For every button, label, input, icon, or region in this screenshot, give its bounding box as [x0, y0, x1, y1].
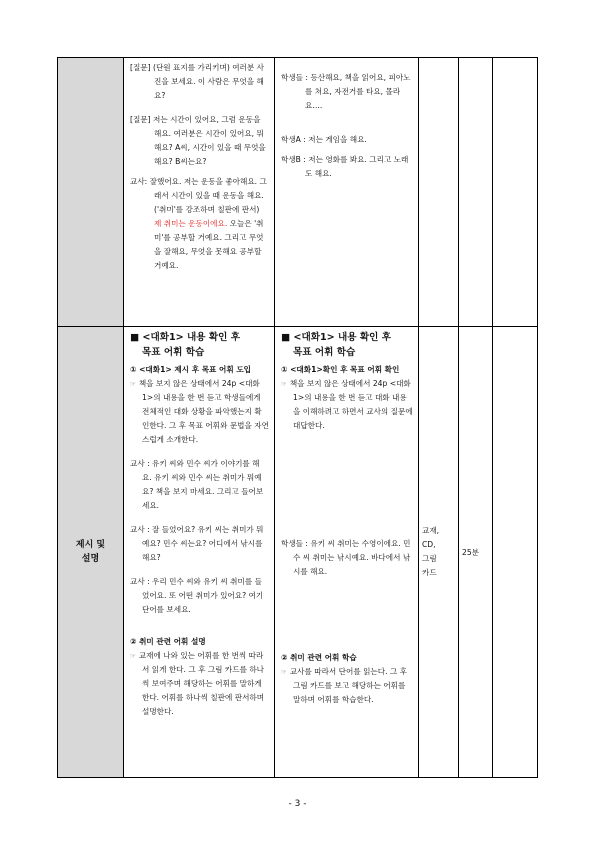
student-answer-1: 학생들 : 등산해요, 책을 읽어요, 피아노를 쳐요, 자전거를 타요, 몰라요….: [281, 73, 411, 110]
student-activity-cell: [275, 58, 419, 327]
materials-cell-empty: [419, 58, 459, 327]
pointer-icon: ☞: [130, 380, 136, 388]
stage-label-line1: 제시 및: [75, 540, 106, 550]
student-line-1: 학생들 : 유키 씨 취미는 수영이에요. 민수 씨 취미는 낚시예요. 바다에서 낚시를 해요.: [281, 539, 411, 576]
lesson-row-presentation: [58, 327, 538, 778]
teacher-section-heading: ■ <대화1> 내용 확인 후 목표 어휘 학습: [130, 332, 241, 358]
material-item: 그림: [422, 554, 437, 563]
pointer-icon: ☞: [281, 668, 287, 676]
teacher-activity-cell: [124, 58, 275, 327]
student-step2-text: ☞ 교사를 따라서 단어를 읽는다. 그 후 그림 카드를 보고 해당하는 어휘를 말하며 어휘를 학습한다.: [281, 667, 408, 704]
student-answer-2: 학생A : 저는 게임을 해요.: [281, 135, 367, 144]
material-item: CD,: [422, 540, 436, 549]
lesson-row-intro: [58, 58, 538, 327]
pointer-icon: ☞: [130, 652, 136, 660]
teacher-step2-text: ☞ 교재에 나와 있는 어휘를 한 번씩 따라서 읽게 한다. 그 후 그림 카드를 하나씩 보여주며 해당하는 어휘를 말하게 한다. 어휘를 하나씩 칠판에 판서하며 설명한다.: [130, 651, 265, 716]
student-activity-cell: [275, 327, 419, 778]
highlighted-sentence: 제 취미는 운동이에요.: [154, 219, 228, 228]
teacher-step1-title: ① <대화1> 제시 후 목표 어휘 도입: [130, 365, 251, 374]
teacher-question-1: [질문] (단원 표지를 가리키며) 여러분 사진을 보세요. 이 사람은 무엇을 해요?: [130, 63, 264, 100]
student-step2-title: ② 취미 관련 어휘 학습: [281, 653, 357, 662]
material-item: 교재,: [422, 526, 440, 535]
time-cell: [459, 327, 493, 778]
stage-label-line2: 설명: [81, 554, 100, 564]
student-step1-text: ☞ 책을 보지 않은 상태에서 24p <대화1>의 내용을 한 번 듣고 대화 내용을 이해하려고 하면서 교사의 질문에 대답한다.: [281, 379, 413, 430]
teacher-question-2: [질문] 저는 시간이 있어요, 그럼 운동을 해요. 여러분은 시간이 있어요, 뭐 해요? A씨, 시간이 있을 때 무엇을 해요? B씨는요?: [130, 115, 266, 166]
teacher-line-3: 교사 : 우리 민수 씨와 유키 씨 취미를 들었어요. 또 어떤 취미가 있어요? 여기 단어를 보세요.: [130, 577, 264, 614]
student-step1-title: ① <대화1>확인 후 목표 어휘 확인: [281, 365, 400, 374]
student-answer-3: 학생B : 저는 영화를 봐요. 그리고 노래도 해요.: [281, 155, 409, 178]
notes-cell-empty: [493, 58, 538, 327]
teacher-step1-text: ☞ 책을 보지 않은 상태에서 24p <대화1>의 내용을 한 번 듣고 학생들에게 전체적인 대화 상황을 파악했는지 확인한다. 그 후 목표 어휘와 문법을 자연스럽게 소개한다.: [130, 379, 269, 444]
teacher-activity-cell: [124, 327, 275, 778]
teacher-comment: 교사: 잘했어요. 저는 운동을 좋아해요. 그래서 시간이 있을 때 운동을 해요. ('취미'를 강조하며 칠판에 판서) 제 취미는 운동이에요. 오늘은 '취미'를 공부할 거예요. 그리고 무엇을 잘해요, 무엇을 못해요 공부할 거예요.: [130, 177, 267, 270]
notes-cell: [493, 327, 538, 778]
material-item: 카드: [422, 568, 437, 577]
page-number: - 3 -: [288, 799, 307, 809]
stage-cell-empty: [58, 58, 124, 327]
teacher-line-2: 교사 : 잘 들었어요? 유키 씨는 취미가 뭐예요? 민수 씨는요? 어디에서 낚시를 해요?: [130, 525, 264, 562]
pointer-icon: ☞: [281, 380, 287, 388]
materials-cell: [419, 327, 459, 778]
time-value: 25분: [462, 547, 479, 557]
teacher-line-1: 교사 : 유키 씨와 민수 씨가 이야기를 해요. 유키 씨와 민수 씨는 취미가 뭐예요? 책을 보지 마세요. 그리고 들어보세요.: [130, 459, 264, 510]
time-cell-empty: [459, 58, 493, 327]
lesson-plan-table: [57, 57, 538, 778]
student-section-heading: ■ <대화1> 내용 확인 후 목표 어휘 학습: [281, 332, 392, 358]
stage-label-cell: [58, 327, 124, 778]
teacher-step2-title: ② 취미 관련 어휘 설명: [130, 637, 206, 646]
